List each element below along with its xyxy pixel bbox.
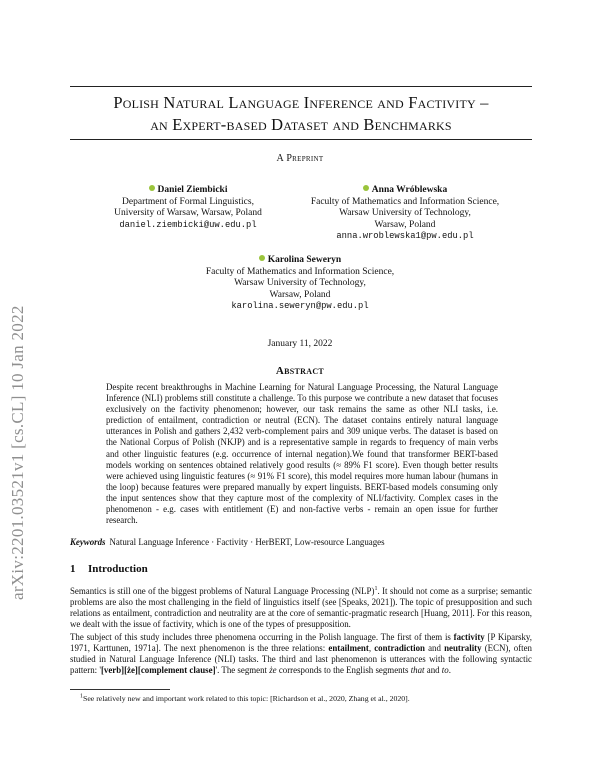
author-affiliation: Warsaw University of Technology,	[234, 278, 366, 288]
term-neutrality: neutrality	[444, 642, 482, 653]
author-affiliation: Department of Formal Linguistics,	[122, 196, 254, 207]
orcid-icon[interactable]	[363, 185, 369, 191]
keywords-text: Natural Language Inference · Factivity · HerBERT, Low-resource Languages	[109, 537, 385, 547]
author-name: Anna Wróblewska	[371, 185, 448, 195]
title-line-1: Polish Natural Language Inference and Factivity –	[113, 93, 489, 112]
footnote-text: See relatively new and important work related to this topic: [Richardson et al., 2020, Zhang et al., 2020].	[83, 694, 410, 703]
text-run: Semantics is still one of the biggest problems of Natural Language Processing (NLP)	[70, 586, 375, 596]
author-email[interactable]: anna.wroblewska1@pw.edu.pl	[336, 231, 474, 241]
author-affiliation: Warsaw University of Technology,	[339, 208, 471, 218]
term-that: that	[410, 664, 425, 675]
footnote-mark: 1	[80, 693, 83, 700]
author-email[interactable]: karolina.seweryn@pw.edu.pl	[231, 301, 369, 311]
title-bottom-rule	[70, 139, 532, 140]
abstract-heading: Abstract	[275, 365, 325, 377]
text-run: The subject of this study includes three phenomena occurring in the Polish language. The first of them is	[70, 632, 454, 642]
author-name: Daniel Ziembicki	[157, 185, 228, 195]
text-run: . It should not come as a surprise; semantic problems are also the most challenging in the field of linguistics itself (see [Speaks, 2021]). The topic of presupposition and such relations as entailment, contradiction and neutrality are at the core of semantic-pragmatic research [Huang, 2011]. For this reason, we dealt with the issue of factivity, which is one of the types of presupposition.	[70, 586, 532, 629]
term-factivity: factivity	[453, 632, 485, 642]
section-title: Introduction	[88, 563, 148, 575]
text-run: and	[424, 664, 442, 675]
author-affiliation: Warsaw, Poland	[374, 219, 436, 230]
term-contradiction: contradiction	[374, 642, 425, 653]
term-to: to	[441, 664, 449, 675]
author-name: Karolina Seweryn	[267, 255, 342, 265]
text-run: corresponds to the English segments	[276, 664, 411, 675]
syntactic-pattern: [verb][że][complement clause]	[100, 664, 216, 675]
footnote-ref[interactable]: 1	[374, 586, 378, 593]
keywords-label: Keywords	[70, 537, 106, 547]
title-top-rule	[70, 86, 532, 87]
author-email[interactable]: daniel.ziembicki@uw.edu.pl	[119, 219, 257, 230]
text-run: ,	[368, 642, 375, 653]
footnote-1	[80, 694, 532, 704]
author-affiliation: Warsaw, Poland	[269, 289, 331, 300]
text-run: '. The segment	[215, 664, 270, 675]
orcid-icon[interactable]	[149, 185, 155, 191]
text-run: [P Kiparsky, 1971, Karttunen, 1971a]. The next phenomenon is the three relations:	[70, 632, 532, 653]
intro-paragraph-2	[70, 632, 532, 676]
author-affiliation: University of Warsaw, Warsaw, Poland	[114, 208, 262, 218]
author-affiliation: Faculty of Mathematics and Information Science,	[205, 266, 395, 277]
author-block-2	[292, 185, 518, 243]
author-affiliation: Faculty of Mathematics and Information Science,	[310, 196, 500, 207]
orcid-icon[interactable]	[259, 255, 265, 261]
paper-title	[70, 92, 532, 136]
term-ze: że	[269, 664, 277, 675]
title-line-2: an Expert-based Dataset and Benchmarks	[150, 115, 452, 134]
section-heading-introduction	[70, 563, 148, 575]
abstract-text: Despite recent breakthroughs in Machine Learning for Natural Language Processing, the Natural Language Inference (NLI) problems still constitute a challenge. To this purpose we contribute a new dataset that focuses exclusively on the factivity phenomenon; however, our task remains the same as other NLI tasks, i.e. prediction of entailment, contradiction or neutral (ECN). The dataset contains entirely natural language utterances in Polish and gathers 2,432 verb-complement pairs and 309 unique verbs. The dataset is based on the National Corpus of Polish (NKJP) and is a representative sample in regards to frequency of main verbs and other linguistic features (e.g. occurrence of internal negation).We found that transformer BERT-based models working on sentences obtained relatively good results (≈ 89% F1 score). Even though better results were achieved using linguistic features (≈ 91% F1 score), this model requires more human labour (humans in the loop) because features were prepared manually by expert linguists. BERT-based models consuming only the input sentences show that they capture most of the complexity of NLI/factivity. Complex cases in the phenomenon - e.g. cases with entitlement (E) and non-factive verbs - remain an open issue for further research.	[106, 382, 498, 526]
author-block-3	[186, 255, 414, 313]
arxiv-identifier[interactable]: arXiv:2201.03521v1 [cs.CL] 10 Jan 2022	[8, 305, 27, 600]
term-entailment: entailment	[328, 642, 369, 653]
footnote-rule	[70, 689, 170, 690]
publication-date: January 11, 2022	[267, 339, 333, 349]
keywords	[70, 537, 532, 548]
intro-paragraph-1	[70, 586, 532, 630]
section-number: 1	[70, 563, 76, 575]
author-block-1	[88, 185, 288, 231]
preprint-label: A Preprint	[276, 153, 324, 164]
text-run: .	[448, 664, 451, 675]
text-run: (ECN), often studied in Natural Language Inference (NLI) tasks. The third and last phenomenon is utterances with the following syntactic pattern: '	[70, 642, 532, 675]
text-run: and	[424, 642, 445, 653]
